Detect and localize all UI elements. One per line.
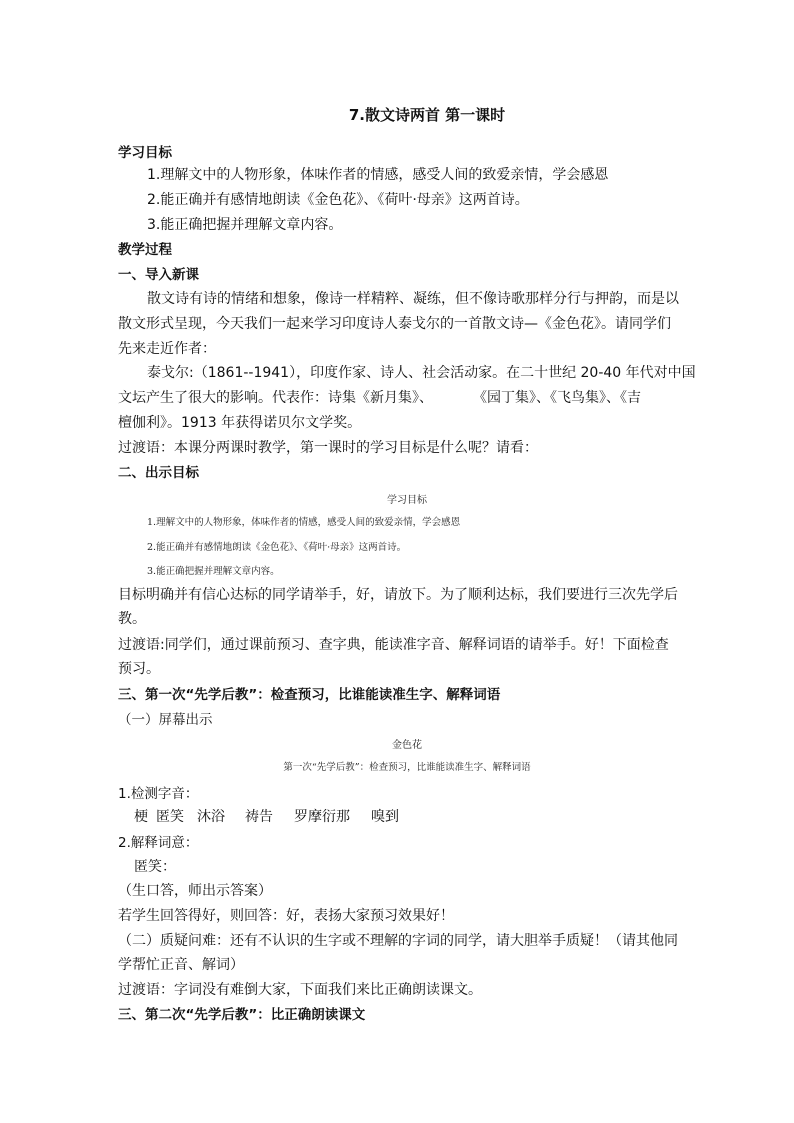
objective-item-3: 3.能正确把握并理解文章内容。	[147, 217, 343, 233]
vocab-word-1: 梗	[134, 809, 148, 825]
objective-item-1: 1.理解文中的人物形象，体味作者的情感，感受人间的致爱亲情，学会感恩	[147, 167, 609, 183]
objective-item-2: 2.能正确并有感情地朗读《金色花》、《荷叶·母亲》这两首诗。	[147, 192, 529, 208]
section1-transition: 过渡语：本课分两课时教学，第一课时的学习目标是什么呢？请看：	[118, 440, 538, 456]
slide-objective-2: 2.能正确并有感情地朗读《金色花》、《荷叶·母亲》这两首诗。	[147, 542, 407, 553]
section3-heading: 三、第一次“先学后教”：检查预习，比谁能读准生字、解释词语	[118, 687, 501, 703]
section3-sub1: （一）屏幕出示	[118, 712, 213, 728]
explain-label: 2.解释词意：	[118, 835, 199, 851]
section2-heading: 二、出示目标	[118, 465, 199, 481]
vocab-word-2: 匿笑	[156, 809, 184, 825]
objectives-heading: 学习目标	[118, 145, 172, 161]
slide-objective-3: 3.能正确把握并理解文章内容。	[147, 566, 280, 577]
process-heading: 教学过程	[118, 242, 172, 258]
author-line-2: 文坛产生了很大的影响。代表作：诗集《新月集》、 《园丁集》、《飞鸟集》、《吉	[118, 390, 642, 406]
answer-note: （生口答，师出示答案）	[118, 883, 272, 899]
section2-after-line-2: 教。	[118, 611, 146, 627]
vocab-word-3: 沐浴	[197, 809, 225, 825]
author-line-3: 檀伽利》。1913 年获得诺贝尔文学奖。	[118, 415, 362, 431]
section4-heading: 三、第二次“先学后教”：比正确朗读课文	[118, 1007, 366, 1023]
vocab-word-6: 嗅到	[371, 809, 399, 825]
page-title: 7.散文诗两首 第一课时	[348, 106, 506, 124]
section1-intro-line-1: 散文诗有诗的情绪和想象，像诗一样精粹、凝练，但不像诗歌那样分行与押韵，而是以	[147, 291, 679, 307]
section1-intro-line-3: 先来走近作者：	[118, 341, 216, 357]
section1-heading: 一、导入新课	[118, 267, 199, 283]
praise-line: 若学生回答得好，则回答：好，表扬大家预习效果好！	[118, 908, 454, 924]
vocab-word-4: 祷告	[245, 809, 273, 825]
slide-objective-1: 1.理解文中的人物形象，体味作者的情感，感受人间的致爱亲情，学会感恩	[147, 517, 461, 528]
section2-transition-line-1: 过渡语:同学们，通过课前预习、查字典，能读准字音、解释词语的请举手。好！下面检查	[118, 637, 669, 653]
vocab-word-5: 罗摩衍那	[294, 809, 350, 825]
section3-sub2-line-1: （二）质疑问难：还有不认识的生字或不理解的字词的同学，请大胆举手质疑！（请其他同	[118, 933, 678, 949]
check-pronunciation-label: 1.检测字音：	[118, 786, 199, 802]
slide-lesson-subtitle: 第一次“先学后教”：检查预习，比谁能读准生字、解释词语	[283, 762, 531, 773]
author-line-1: 泰戈尔:（1861--1941），印度作家、诗人、社会活动家。在二十世纪 20-40 年代对中国	[147, 365, 696, 381]
section1-intro-line-2: 散文形式呈现，今天我们一起来学习印度诗人泰戈尔的一首散文诗—《金色花》。请同学们	[118, 316, 671, 332]
section3-sub2-line-2: 学帮忙正音、解词）	[118, 957, 244, 973]
section3-transition: 过渡语：字词没有难倒大家，下面我们来比正确朗读课文。	[118, 982, 482, 998]
section2-after-line-1: 目标明确并有信心达标的同学请举手，好，请放下。为了顺利达标，我们要进行三次先学后	[118, 587, 678, 603]
slide-objectives-title: 学习目标	[387, 495, 427, 506]
section2-transition-line-2: 预习。	[118, 661, 160, 677]
word-to-explain: 匿笑：	[134, 859, 176, 875]
slide-lesson-title: 金色花	[392, 740, 422, 751]
